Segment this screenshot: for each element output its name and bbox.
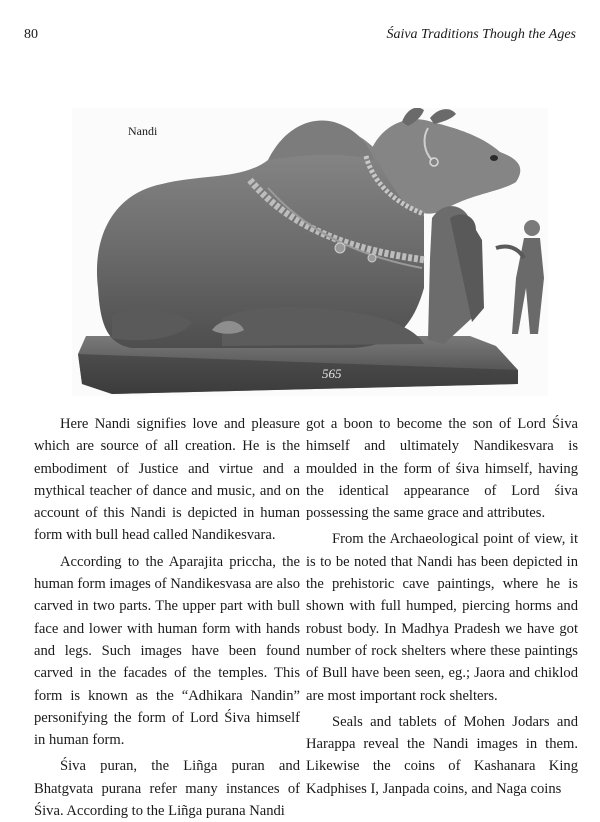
page-number: 80 [24, 27, 38, 42]
paragraph: Here Nandi signifies love and pleasure which are source of all creation. He is the embodiment of Justice and virtue and a mythical teacher of dance and music, and on account of this Nandi is depicted in human form with bull head called Nandikesvara. [34, 416, 300, 544]
paragraph: From the Archaeological point of view, it is to be noted that Nandi has been depicted in the prehistoric cave paintings, where he is shown with full humped, piercing horms and robust body. In Madhya Pradesh we have got number of rock shelters where these paintings of Bull have been seen, eg.; Jaora and chiklod are most important rock shelters. [306, 531, 578, 704]
paragraph: According to the Aparajita priccha, the human form images of Nandikesvasa are also carved in two parts. The upper part with bull face and lower with human form with hands and legs. Such images have been found carved in the facades of the temples. This form is known as the “Adhikara Nandin” personifying the form of Lord Śiva himself in human form. [34, 553, 300, 749]
paragraph: Śiva puran, the Liñga puran and Bhatgvata purana refer many instances of Śiva. According to the Liñga purana Nandi [34, 758, 300, 820]
right-text-column [306, 413, 578, 800]
running-head-title: Śaiva Traditions Though the Ages [386, 27, 576, 42]
figure-caption: Nandi [128, 124, 158, 138]
paragraph-continued: got a boon to become the son of Lord Śiva himself and ultimately Nandikesvara is moulded in the form of śiva himself, having the identical appearance of Lord śiva possessing the same grace and attributes. [306, 416, 578, 522]
nandi-sculpture-photo [72, 108, 548, 396]
paragraph: Seals and tablets of Mohen Jodars and Harappa reveal the Nandi images in them. Likewise the coins of Kashanara King Kadphises I, Janpada coins, and Naga coins [306, 713, 578, 797]
sculpture-inscription-number: 565 [322, 366, 342, 381]
left-text-column [34, 413, 300, 822]
